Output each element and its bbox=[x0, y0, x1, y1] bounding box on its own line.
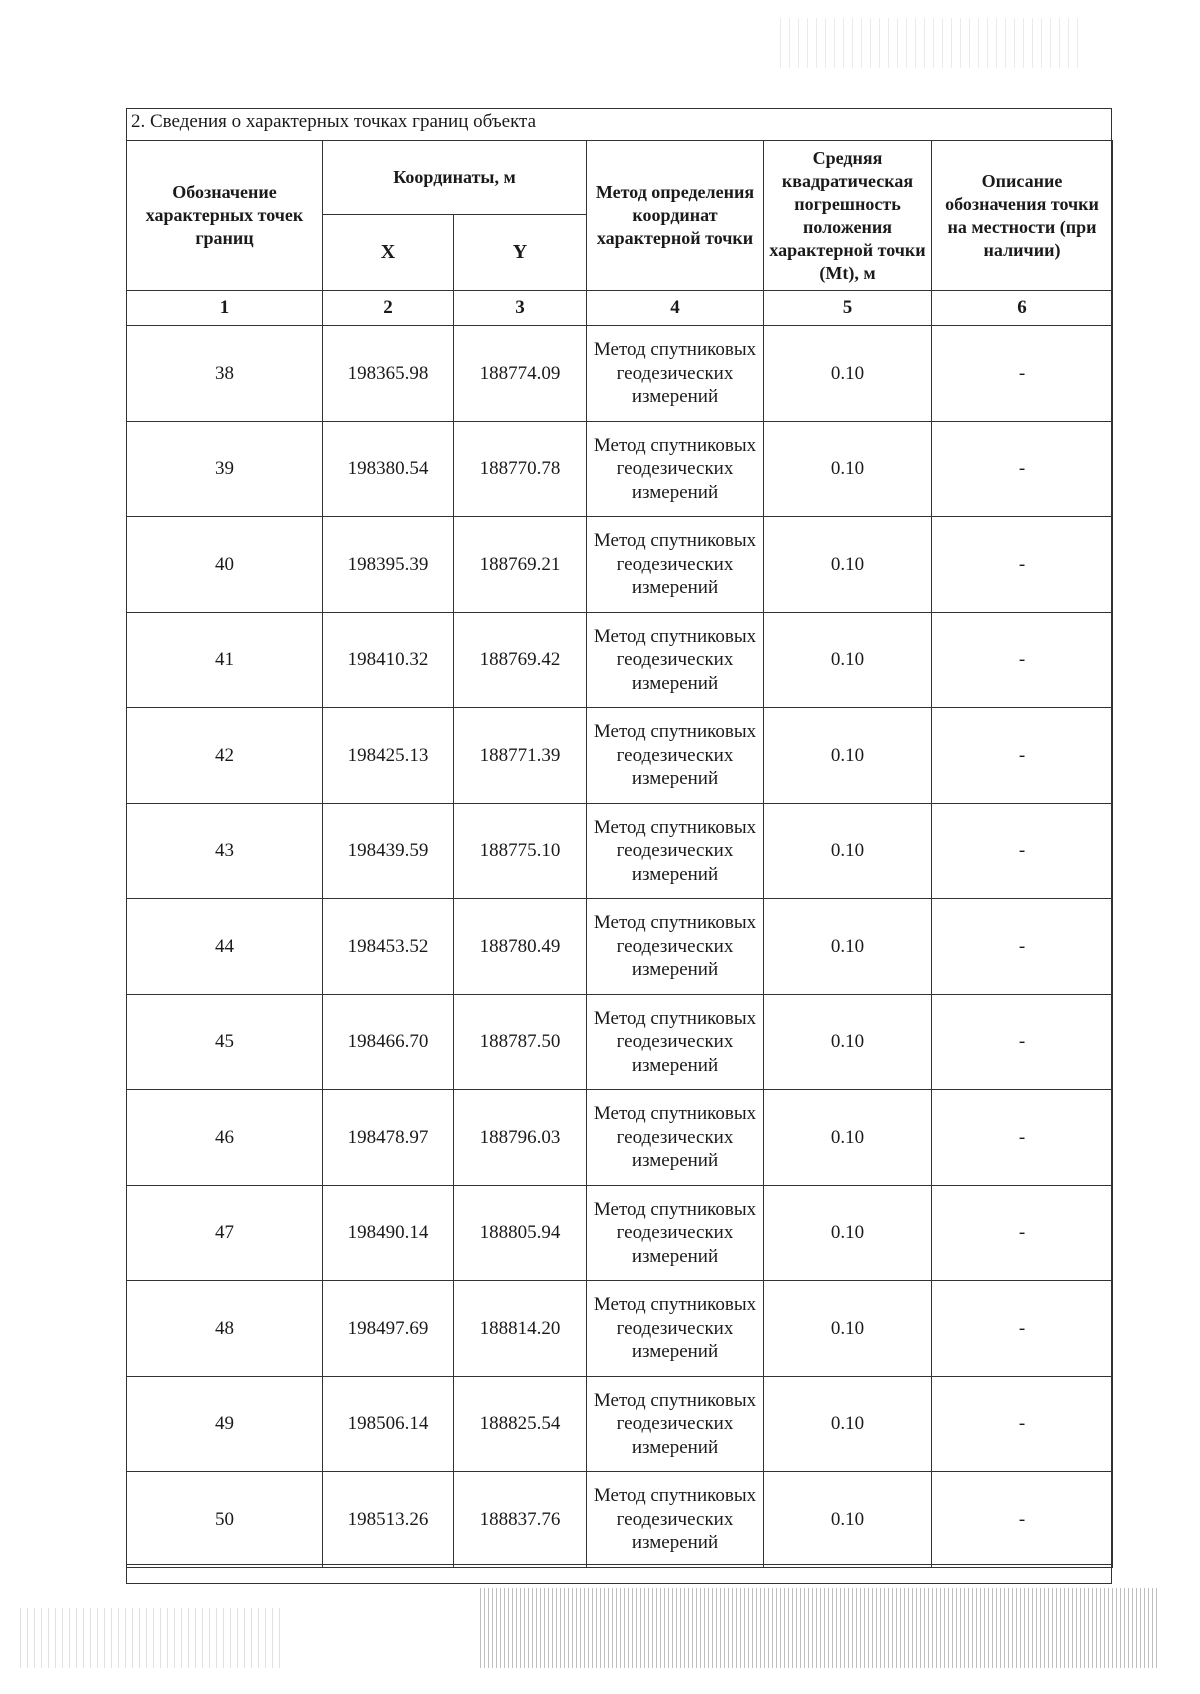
table-row bbox=[127, 612, 1113, 708]
table-body bbox=[127, 326, 1113, 1568]
boundary-points-table bbox=[126, 140, 1113, 1568]
table-row bbox=[127, 1472, 1113, 1568]
description-value: - bbox=[932, 994, 1113, 1090]
point-number: 38 bbox=[127, 326, 323, 422]
description-value: - bbox=[932, 1185, 1113, 1281]
table-row bbox=[127, 708, 1113, 804]
accuracy-value: 0.10 bbox=[764, 1185, 932, 1281]
accuracy-value: 0.10 bbox=[764, 1376, 932, 1472]
description-value: - bbox=[932, 708, 1113, 804]
method-text: Метод спутниковых геодезических измерений bbox=[587, 1376, 764, 1472]
coord-y: 188774.09 bbox=[454, 326, 587, 422]
column-number: 3 bbox=[454, 291, 587, 326]
point-number: 39 bbox=[127, 421, 323, 517]
coord-y: 188787.50 bbox=[454, 994, 587, 1090]
method-text: Метод спутниковых геодезических измерений bbox=[587, 994, 764, 1090]
scan-artifact-top bbox=[780, 18, 1080, 68]
description-value: - bbox=[932, 803, 1113, 899]
table-row bbox=[127, 517, 1113, 613]
table-row bbox=[127, 1185, 1113, 1281]
accuracy-value: 0.10 bbox=[764, 1472, 932, 1568]
coord-y: 188780.49 bbox=[454, 899, 587, 995]
method-text: Метод спутниковых геодезических измерений bbox=[587, 421, 764, 517]
accuracy-value: 0.10 bbox=[764, 899, 932, 995]
point-number: 40 bbox=[127, 517, 323, 613]
header-accuracy: Средняя квадратическая погрешность положения характерной точки (Mt), м bbox=[764, 141, 932, 291]
point-number: 49 bbox=[127, 1376, 323, 1472]
point-number: 42 bbox=[127, 708, 323, 804]
point-number: 50 bbox=[127, 1472, 323, 1568]
accuracy-value: 0.10 bbox=[764, 517, 932, 613]
header-row-top bbox=[127, 141, 1113, 215]
accuracy-value: 0.10 bbox=[764, 612, 932, 708]
accuracy-value: 0.10 bbox=[764, 994, 932, 1090]
table-row bbox=[127, 1376, 1113, 1472]
accuracy-value: 0.10 bbox=[764, 326, 932, 422]
column-number: 2 bbox=[323, 291, 454, 326]
table-row bbox=[127, 1090, 1113, 1186]
coord-x: 198410.32 bbox=[323, 612, 454, 708]
header-y: Y bbox=[454, 215, 587, 291]
coord-y: 188837.76 bbox=[454, 1472, 587, 1568]
point-number: 47 bbox=[127, 1185, 323, 1281]
scan-artifact-bottom-left bbox=[20, 1608, 280, 1668]
point-number: 44 bbox=[127, 899, 323, 995]
coord-x: 198513.26 bbox=[323, 1472, 454, 1568]
table-row bbox=[127, 994, 1113, 1090]
column-number-row bbox=[127, 291, 1113, 326]
coord-y: 188771.39 bbox=[454, 708, 587, 804]
description-value: - bbox=[932, 1472, 1113, 1568]
coord-y: 188775.10 bbox=[454, 803, 587, 899]
coord-y: 188796.03 bbox=[454, 1090, 587, 1186]
header-x: X bbox=[323, 215, 454, 291]
table-bottom-strip bbox=[126, 1564, 1112, 1585]
method-text: Метод спутниковых геодезических измерений bbox=[587, 1185, 764, 1281]
description-value: - bbox=[932, 421, 1113, 517]
point-number: 46 bbox=[127, 1090, 323, 1186]
point-number: 43 bbox=[127, 803, 323, 899]
description-value: - bbox=[932, 899, 1113, 995]
description-value: - bbox=[932, 1090, 1113, 1186]
table-row bbox=[127, 421, 1113, 517]
coord-y: 188769.21 bbox=[454, 517, 587, 613]
description-value: - bbox=[932, 517, 1113, 613]
coord-y: 188770.78 bbox=[454, 421, 587, 517]
method-text: Метод спутниковых геодезических измерений bbox=[587, 612, 764, 708]
coord-x: 198425.13 bbox=[323, 708, 454, 804]
table-row bbox=[127, 899, 1113, 995]
description-value: - bbox=[932, 326, 1113, 422]
header-point-designation: Обозначение характерных точек границ bbox=[127, 141, 323, 291]
description-value: - bbox=[932, 612, 1113, 708]
coord-y: 188769.42 bbox=[454, 612, 587, 708]
coord-x: 198395.39 bbox=[323, 517, 454, 613]
point-number: 48 bbox=[127, 1281, 323, 1377]
method-text: Метод спутниковых геодезических измерений bbox=[587, 1281, 764, 1377]
header-description: Описание обозначения точки на местности (при наличии) bbox=[932, 141, 1113, 291]
coord-y: 188805.94 bbox=[454, 1185, 587, 1281]
point-number: 41 bbox=[127, 612, 323, 708]
coord-x: 198453.52 bbox=[323, 899, 454, 995]
coord-y: 188825.54 bbox=[454, 1376, 587, 1472]
table-row bbox=[127, 1281, 1113, 1377]
description-value: - bbox=[932, 1376, 1113, 1472]
coord-y: 188814.20 bbox=[454, 1281, 587, 1377]
coord-x: 198380.54 bbox=[323, 421, 454, 517]
column-number: 4 bbox=[587, 291, 764, 326]
method-text: Метод спутниковых геодезических измерений bbox=[587, 803, 764, 899]
coord-x: 198439.59 bbox=[323, 803, 454, 899]
coord-x: 198497.69 bbox=[323, 1281, 454, 1377]
table-row bbox=[127, 326, 1113, 422]
section-title: 2. Сведения о характерных точках границ объекта bbox=[131, 111, 537, 132]
description-value: - bbox=[932, 1281, 1113, 1377]
accuracy-value: 0.10 bbox=[764, 708, 932, 804]
column-number: 5 bbox=[764, 291, 932, 326]
header-method: Метод определения координат характерной точки bbox=[587, 141, 764, 291]
column-number: 1 bbox=[127, 291, 323, 326]
accuracy-value: 0.10 bbox=[764, 1281, 932, 1377]
coord-x: 198506.14 bbox=[323, 1376, 454, 1472]
column-number: 6 bbox=[932, 291, 1113, 326]
header-coordinates: Координаты, м bbox=[323, 141, 587, 215]
coord-x: 198365.98 bbox=[323, 326, 454, 422]
method-text: Метод спутниковых геодезических измерений bbox=[587, 899, 764, 995]
coord-x: 198490.14 bbox=[323, 1185, 454, 1281]
accuracy-value: 0.10 bbox=[764, 803, 932, 899]
scan-artifact-bottom-right bbox=[480, 1588, 1160, 1668]
accuracy-value: 0.10 bbox=[764, 421, 932, 517]
method-text: Метод спутниковых геодезических измерений bbox=[587, 1090, 764, 1186]
table-row bbox=[127, 803, 1113, 899]
method-text: Метод спутниковых геодезических измерений bbox=[587, 708, 764, 804]
coord-x: 198466.70 bbox=[323, 994, 454, 1090]
point-number: 45 bbox=[127, 994, 323, 1090]
method-text: Метод спутниковых геодезических измерений bbox=[587, 326, 764, 422]
coord-x: 198478.97 bbox=[323, 1090, 454, 1186]
method-text: Метод спутниковых геодезических измерений bbox=[587, 517, 764, 613]
accuracy-value: 0.10 bbox=[764, 1090, 932, 1186]
method-text: Метод спутниковых геодезических измерений bbox=[587, 1472, 764, 1568]
